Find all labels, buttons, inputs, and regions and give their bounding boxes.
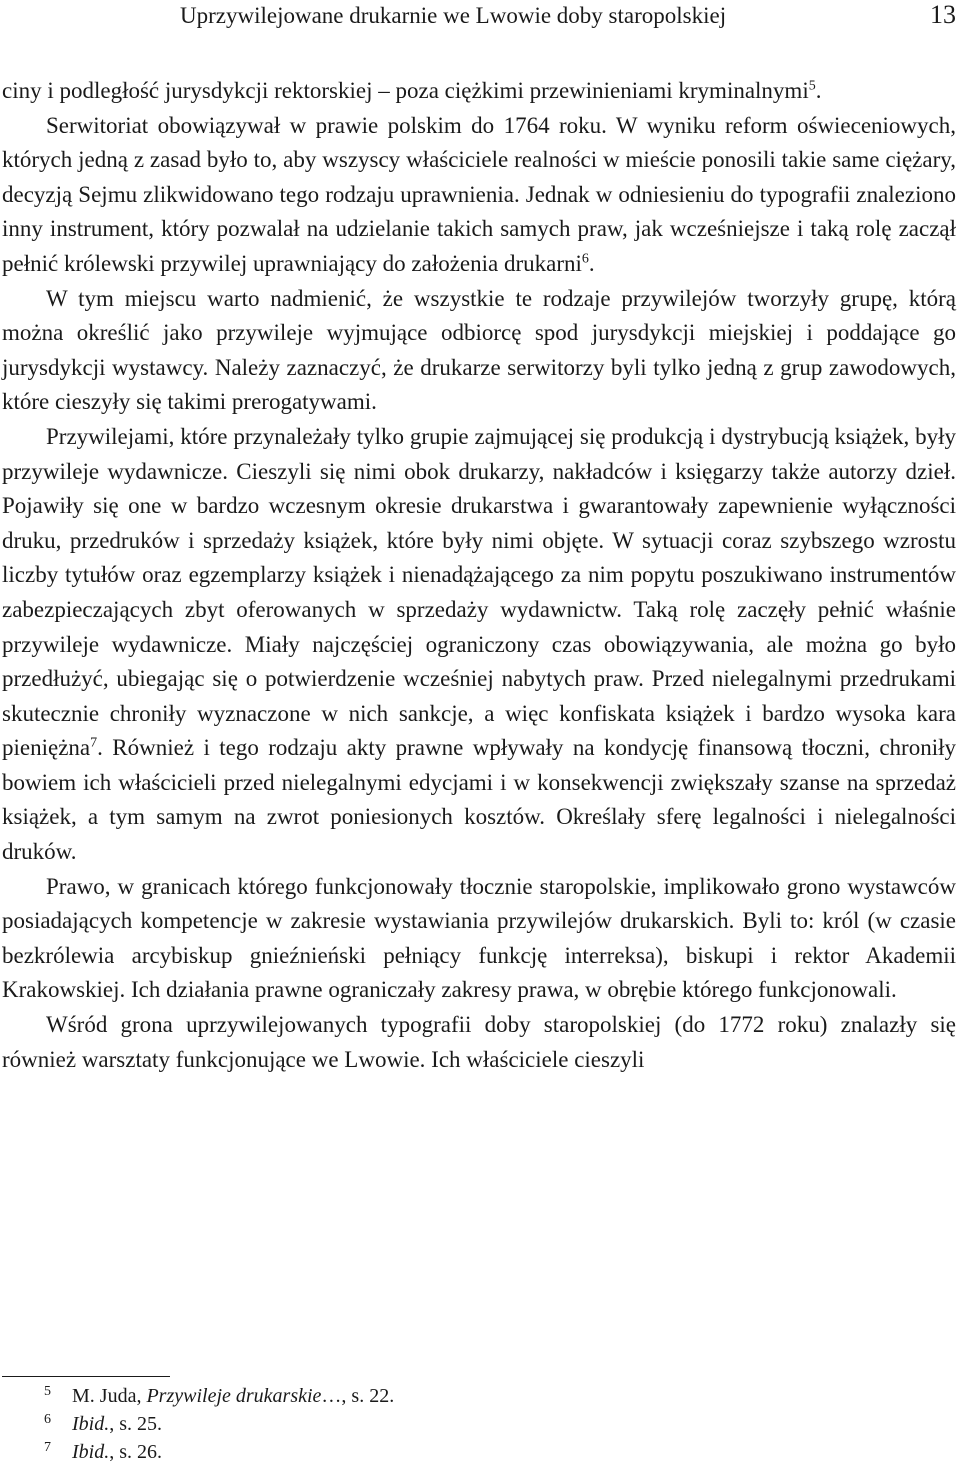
paragraph-text-after: . Również i tego rodzaju akty prawne wpływały na kondycję finansową tłoczni, chroniły bowiem ich właścicieli przed nielegalnymi edycjami i w konsekwencji zwiększały szanse na sprzedaż książek, a tym samym na zwrot poniesionych kosztów. Określały sferę legalności i nielegalności druków. bbox=[2, 735, 956, 865]
paragraph-text: Serwitoriat obowiązywał w prawie polskim do 1764 roku. W wyniku reform oświeceniowych, których jedną z zasad było to, aby wszyscy właściciele realności w mieście ponosili takie same ciężary, decyzją Sejmu zlikwidowano tego rodzaju uprawnienia. Jednak w odniesieniu do typografii znaleziono inny instrument, który pozwalał na udzielanie takich samych praw, jak wcześniejsze i taką rolę zaczął pełnić królewski przywilej uprawniający do założenia drukarni bbox=[2, 112, 956, 276]
footnote-prefix: M. Juda, bbox=[72, 1385, 147, 1407]
footnote-suffix: , s. 26. bbox=[109, 1441, 163, 1463]
footnote-suffix: …, s. 22. bbox=[321, 1385, 395, 1407]
footnote-mark: 7 bbox=[44, 1440, 51, 1455]
paragraph-2 bbox=[2, 109, 956, 282]
footnote-mark: 6 bbox=[44, 1412, 51, 1427]
paragraph-text-after: . bbox=[588, 250, 595, 276]
footnote-mark: 5 bbox=[44, 1384, 51, 1399]
running-title: Uprzywilejowane drukarnie we Lwowie doby staropolskiej bbox=[180, 3, 727, 28]
footnote-title: Ibid. bbox=[72, 1413, 110, 1435]
paragraph-text: ciny i podległość jurysdykcji rektorskiej – poza ciężkimi przewinieniami kryminalnymi bbox=[2, 78, 809, 103]
footnote-6 bbox=[44, 1410, 394, 1438]
paragraph-text: Prawo, w granicach którego funkcjonowały tłocznie staropolskie, implikowało grono wystawców posiadających kompetencje w zakresie wystawiania przywilejów drukarskich. Byli to: król (w czasie bezkrólewia arcybiskup gnieźnieński pełniący funkcję interreksa), biskupi i rektor Akademii Krakowskiej. Ich działania prawne ograniczały zakresy prawa, w obrębie którego funkcjonowali. bbox=[2, 873, 956, 1003]
paragraph-text: Przywilejami, które przynależały tylko grupie zajmującej się produkcją i dystrybucją książek, były przywileje wydawnicze. Cieszyli się nimi obok drukarzy, nakładców i księgarzy także autorzy dzieł. Pojawiły się one w bardzo wczesnym okresie drukarstwa i gwarantowały zapewnienie wyłączności druku, przedruków i sprzedaży książek, które były nimi objęte. W sytuacji coraz szybszego wzrostu liczby tytułów oraz egzemplarzy książek i nienadążającego za nim popytu poszukiwano instrumentów zabezpieczających zbyt oferowanych w sprzedaży wydawnictw. Taką rolę zaczęły pełnić właśnie przywileje wydawnicze. Miały najczęściej ograniczony czas obowiązywania, ale można go było przedłużyć, ubiegając się o potwierdzenie wcześniej nabytych praw. Przed nielegalnymi przedrukami skutecznie chroniły wyznaczone w nich sankcje, a więc konfiskata książek i bardzo wysoka kara pieniężna bbox=[2, 423, 956, 761]
paragraph-1 bbox=[2, 74, 956, 109]
footnote-reference-6[interactable]: 6 bbox=[581, 251, 589, 267]
footnote-title: Przywileje drukarskie bbox=[146, 1385, 322, 1407]
body-text bbox=[2, 74, 956, 1077]
footnote-5 bbox=[44, 1382, 394, 1410]
footnote-7 bbox=[44, 1438, 394, 1466]
paragraph-text: W tym miejscu warto nadmienić, że wszystkie te rodzaje przywilejów tworzyły grupę, którą można określić jako przywileje wyjmujące odbiorcę spod jurysdykcji miejskiej i poddające go jurysdykcji wystawcy. Należy zaznaczyć, że drukarze serwitorzy byli tylko jedną z grup zawodowych, które cieszyły się takimi prerogatywami. bbox=[2, 285, 956, 415]
footnote-reference-5[interactable]: 5 bbox=[808, 78, 816, 94]
footnote-reference-7[interactable]: 7 bbox=[90, 735, 98, 751]
paragraph-6 bbox=[2, 1008, 956, 1077]
page-number: 13 bbox=[930, 0, 956, 29]
footnotes bbox=[44, 1382, 394, 1466]
footnote-title: Ibid. bbox=[72, 1441, 110, 1463]
paragraph-5 bbox=[2, 870, 956, 1008]
paragraph-text-after: . bbox=[815, 78, 822, 103]
running-head bbox=[0, 0, 960, 40]
footnote-suffix: , s. 25. bbox=[109, 1413, 163, 1435]
paragraph-text: Wśród grona uprzywilejowanych typografii doby staropolskiej (do 1772 roku) znalazły się również warsztaty funkcjonujące we Lwowie. Ich właściciele cieszyli bbox=[2, 1012, 956, 1072]
paragraph-3 bbox=[2, 282, 956, 420]
paragraph-4 bbox=[2, 420, 956, 870]
footnote-separator bbox=[2, 1376, 170, 1377]
